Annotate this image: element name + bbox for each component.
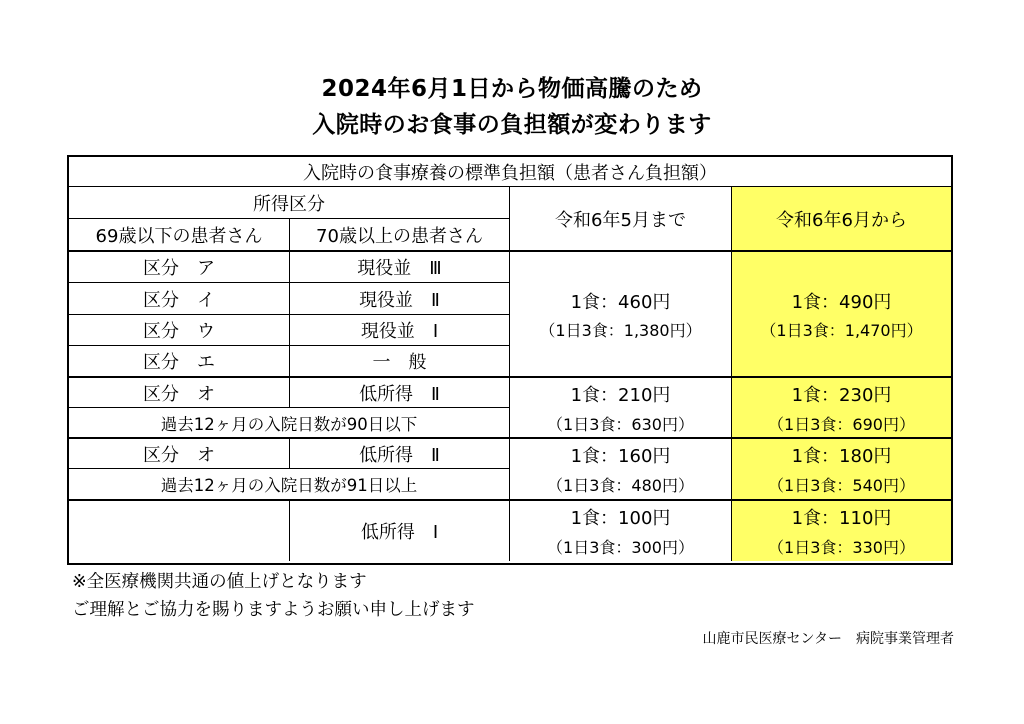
- group3-new-price: [731, 437, 951, 499]
- group2-new-per-day: （1日3食：690円）: [768, 414, 915, 434]
- meal-cost-table: [67, 155, 953, 565]
- income-category-header: 所得区分: [69, 186, 509, 218]
- group3-old-per-day: （1日3食：480円）: [547, 476, 694, 496]
- group1-new-price: [731, 250, 951, 376]
- group3-new-per-day: （1日3食：540円）: [768, 476, 915, 496]
- title-line-2: 入院時のお食事の負担額が変わります: [312, 112, 712, 138]
- group3-old-price: [509, 437, 731, 499]
- group2-old-price: [509, 376, 731, 437]
- group3-hospital-days-note: 過去12ヶ月の入院日数が91日以上: [69, 468, 509, 499]
- row-kubun-e-over: 一 般: [289, 345, 509, 376]
- column-until-may: 令和6年5月まで: [509, 186, 731, 250]
- row-kubun-i-over: 現役並 Ⅱ: [289, 282, 509, 314]
- group4-new-price: [731, 499, 951, 561]
- group2-new-price: [731, 376, 951, 437]
- group4-under-empty: [69, 499, 289, 561]
- group4-old-price: [509, 499, 731, 561]
- row-kubun-i-under: 区分 イ: [69, 282, 289, 314]
- issuer-signature: 山鹿市民医療センター 病院事業管理者: [702, 631, 954, 647]
- group3-under: 区分 オ: [69, 437, 289, 468]
- row-kubun-a-under: 区分 ア: [69, 250, 289, 282]
- group4-old-per-day: （1日3食：300円）: [547, 538, 694, 558]
- title-line-1: 2024年6月1日から物価高騰のため: [321, 76, 703, 102]
- group4-new-per-day: （1日3食：330円）: [768, 538, 915, 558]
- note-price-increase: ※全医療機関共通の値上げとなります: [72, 572, 367, 592]
- group1-new-per-day: （1日3食：1,470円）: [760, 320, 923, 340]
- group2-over: 低所得 Ⅱ: [289, 376, 509, 407]
- column-from-june: 令和6年6月から: [731, 186, 951, 250]
- age-under-69-header: 69歳以下の患者さん: [69, 218, 289, 250]
- group2-old-per-meal: 1食：210円: [570, 384, 671, 406]
- group1-old-per-day: （1日3食：1,380円）: [539, 320, 702, 340]
- group3-over: 低所得 Ⅱ: [289, 437, 509, 468]
- group2-new-per-meal: 1食：230円: [791, 384, 892, 406]
- row-kubun-a-over: 現役並 Ⅲ: [289, 250, 509, 282]
- group2-old-per-day: （1日3食：630円）: [547, 414, 694, 434]
- group4-old-per-meal: 1食：100円: [570, 507, 671, 529]
- row-kubun-u-under: 区分 ウ: [69, 314, 289, 345]
- age-over-70-header: 70歳以上の患者さん: [289, 218, 509, 250]
- row-kubun-e-under: 区分 エ: [69, 345, 289, 376]
- row-kubun-u-over: 現役並 Ⅰ: [289, 314, 509, 345]
- group2-under: 区分 オ: [69, 376, 289, 407]
- group3-new-per-meal: 1食：180円: [791, 445, 892, 467]
- group4-over: 低所得 Ⅰ: [289, 499, 509, 561]
- group4-new-per-meal: 1食：110円: [791, 507, 892, 529]
- group1-new-per-meal: 1食：490円: [791, 291, 892, 313]
- group1-old-price: [509, 250, 731, 376]
- note-understanding-request: ご理解とご協力を賜りますようお願い申し上げます: [72, 600, 475, 620]
- table-caption: 入院時の食事療養の標準負担額（患者さん負担額）: [303, 162, 717, 184]
- group3-old-per-meal: 1食：160円: [570, 445, 671, 467]
- group1-old-per-meal: 1食：460円: [570, 291, 671, 313]
- group2-hospital-days-note: 過去12ヶ月の入院日数が90日以下: [69, 407, 509, 437]
